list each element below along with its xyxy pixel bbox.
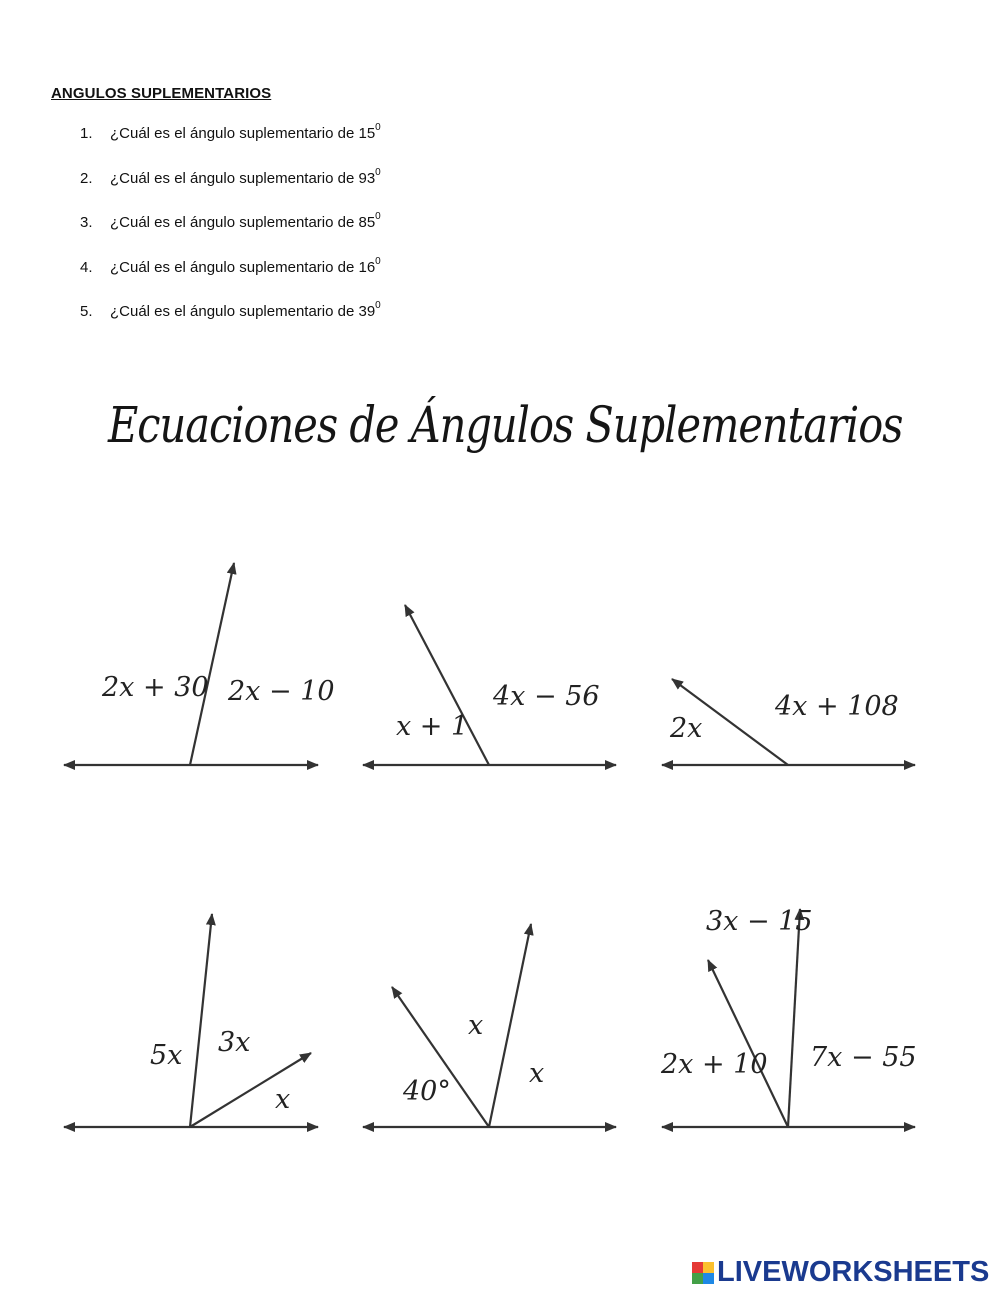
angle-label: 7x − 55: [810, 1042, 917, 1073]
question-text: ¿Cuál es el ángulo suplementario de 39: [110, 303, 376, 320]
question-text: ¿Cuál es el ángulo suplementario de 15: [110, 125, 376, 142]
liveworksheets-logo: [692, 1256, 989, 1289]
question-number: 4 .: [80, 258, 110, 278]
degree-superscript: 0: [375, 211, 381, 222]
angle-label: 40°: [403, 1076, 451, 1107]
angle-label: 3x: [218, 1027, 251, 1058]
ray-6b: [788, 909, 800, 1127]
brand-name: LIVEWORKSHEETS: [717, 1256, 990, 1288]
angle-label: 3x − 15: [706, 906, 813, 937]
ray-1a: [190, 563, 234, 765]
question-text: ¿Cuál es el ángulo suplementario de 16: [110, 258, 376, 276]
angle-label: 2x + 30: [102, 672, 209, 703]
worksheet-heading: ANGULOS SUPLEMENTARIOS: [51, 85, 272, 102]
angle-label: x + 1: [396, 711, 469, 742]
question-text: ¿Cuál es el ángulo suplementario de 85: [110, 214, 376, 231]
ray-4a: [190, 914, 212, 1127]
logo-square: [703, 1262, 714, 1273]
figure-title: Ecuaciones de Ángulos Suplementarios: [108, 396, 903, 454]
angle-label: 2x + 10: [661, 1049, 768, 1080]
angle-label: 2x: [670, 713, 703, 744]
question-number: 2 .: [80, 169, 110, 189]
degree-superscript: 0: [375, 255, 381, 267]
ray-6a: [708, 960, 788, 1127]
question-number: 3 .: [80, 213, 110, 233]
angle-label: x: [529, 1058, 545, 1089]
degree-superscript: 0: [375, 122, 381, 133]
angle-label: 4x − 56: [493, 681, 600, 712]
angle-label: x: [468, 1010, 484, 1041]
ray-5b: [489, 924, 531, 1127]
question-number: 1 .: [80, 124, 110, 144]
logo-square: [703, 1273, 714, 1284]
angle-label: 5x: [150, 1040, 183, 1071]
question-text: ¿Cuál es el ángulo suplementario de 93: [110, 169, 376, 187]
angle-label: x: [275, 1084, 291, 1115]
degree-superscript: 0: [375, 300, 381, 311]
liveworksheets-logo-icon: [692, 1262, 714, 1284]
degree-superscript: 0: [375, 166, 381, 178]
question-number: 5 .: [80, 302, 110, 322]
angle-label: 4x + 108: [775, 691, 899, 722]
ray-4b: [190, 1053, 311, 1127]
logo-square: [692, 1262, 703, 1273]
angle-label: 2x − 10: [228, 676, 335, 707]
logo-square: [692, 1273, 703, 1284]
